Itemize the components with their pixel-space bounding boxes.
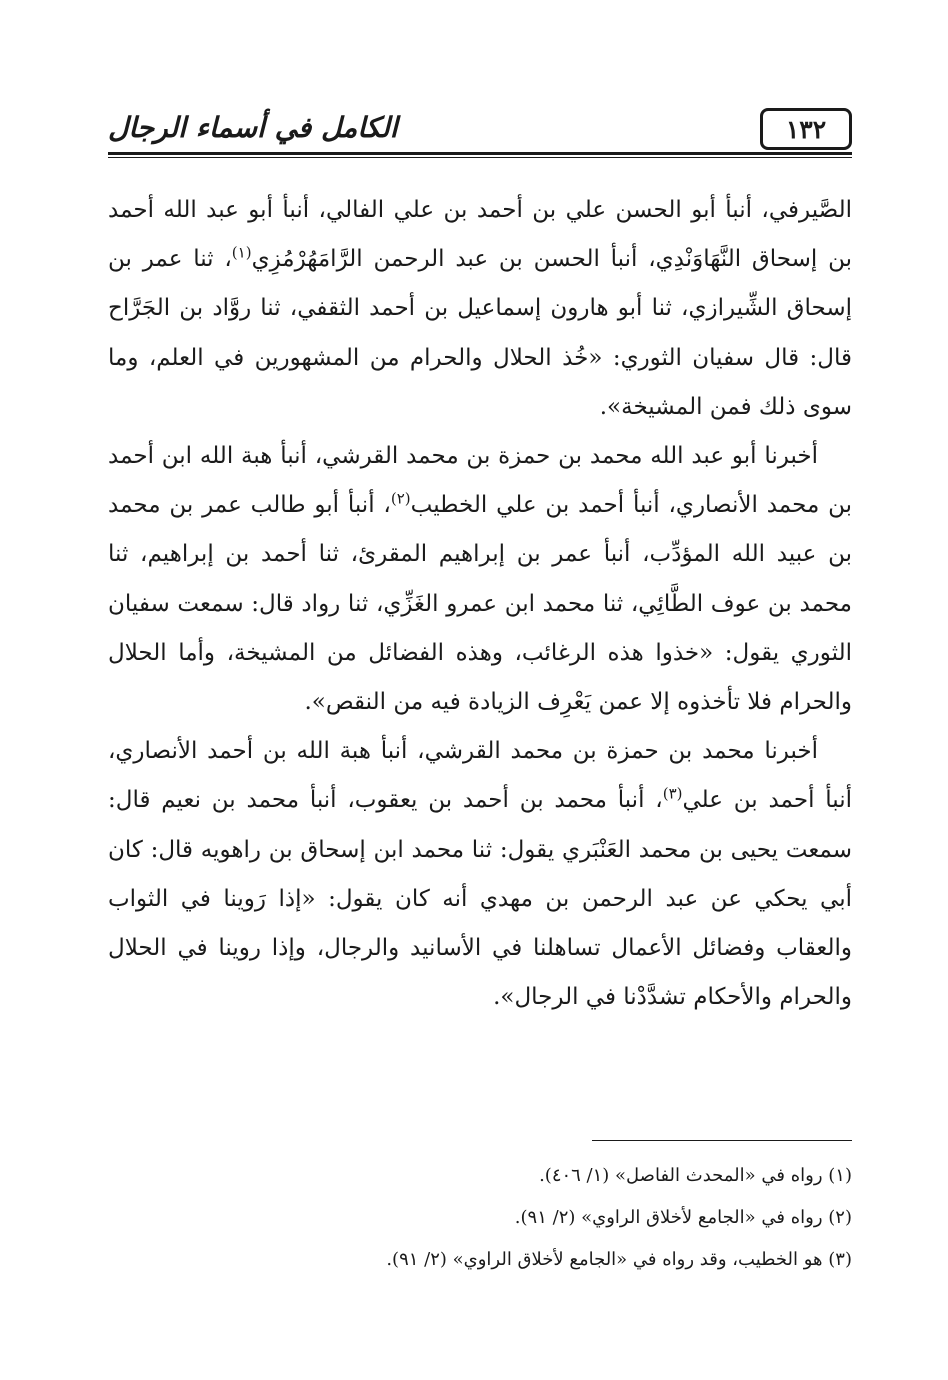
paragraph-text: أخبرنا أبو عبد الله محمد بن حمزة بن محمد القرشي، أنبأ هبة الله ابن أحمد بن محمد الأنصاري، أنبأ أحمد بن علي الخطيب (108, 443, 852, 519)
footnote-3: (٣) هو الخطيب، وقد رواه في «الجامع لأخلاق الراوي» (٢/ ٩١). (386, 1249, 852, 1270)
footnotes (108, 1155, 852, 1281)
book-title: الكامل في أسماء الرجال (108, 111, 398, 144)
paragraph-2 (108, 432, 852, 727)
paragraph-1 (108, 186, 852, 432)
running-header (108, 106, 852, 156)
paragraph-text: ، ثنا عمر بن إسحاق الشِّيرازي، ثنا أبو هارون إسماعيل بن أحمد الثقفي، ثنا روَّاد بن الجَرَّاح قال: قال سفيان الثوري: «خُذ الحلال والحرام من المشهورين في العلم، وما سوى ذلك فمن المشيخة». (108, 246, 852, 420)
paragraph-text: ، أنبأ أبو طالب عمر بن محمد بن عبيد الله المؤدِّب، أنبأ عمر بن إبراهيم المقرئ، ثنا أحمد بن إبراهيم، ثنا محمد بن عوف الطَّائِي، ثنا محمد ابن عمرو الغَزِّي، ثنا رواد قال: سمعت سفيان الثوري يقول: «خذوا هذه الرغائب، وهذه الفضائل من المشيخة، وأما الحلال والحرام فلا تأخذوه إلا عمن يَعْرِف الزيادة فيه من النقص». (108, 492, 852, 716)
paragraph-3 (108, 727, 852, 1022)
page-number: ١٣٢ (760, 108, 852, 150)
paragraph-text: ، أنبأ محمد بن أحمد بن يعقوب، أنبأ محمد بن نعيم قال: سمعت يحيى بن محمد العَنْبَري يقول: ثنا محمد ابن إسحاق بن راهويه قال: كان أبي يحكي عن عبد الرحمن بن مهدي أنه كان يقول: «إذا رَوينا في الثواب والعقاب وفضائل الأعمال تساهلنا في الأسانيد والرجال، وإذا روينا في الحلال والحرام والأحكام تشدَّدْنا في الرجال». (108, 787, 852, 1011)
header-rule (108, 152, 852, 155)
paragraph-text: أخبرنا محمد بن حمزة بن محمد القرشي، أنبأ هبة الله بن أحمد الأنصاري، أنبأ أحمد بن علي (108, 738, 852, 814)
footnote-ref-2[interactable]: (٢) (390, 489, 411, 508)
footnote-ref-1[interactable]: (١) (231, 243, 252, 262)
footnote-ref-3[interactable]: (٣) (662, 784, 683, 803)
footnote-separator (592, 1140, 852, 1141)
paragraph-text: الصَّيرفي، أنبأ أبو الحسن علي بن أحمد بن علي الفالي، أنبأ أبو عبد الله أحمد بن إسحاق النَّهَاوَنْدِي، أنبأ الحسن بن عبد الرحمن الرَّامَهُرْمُزِي (108, 197, 853, 273)
footnote-2: (٢) رواه في «الجامع لأخلاق الراوي» (٢/ ٩١). (514, 1207, 852, 1228)
footnote-1: (١) رواه في «المحدث الفاصل» (١/ ٤٠٦). (539, 1165, 852, 1186)
header-rule-thin (108, 157, 852, 158)
main-text (108, 186, 852, 1022)
